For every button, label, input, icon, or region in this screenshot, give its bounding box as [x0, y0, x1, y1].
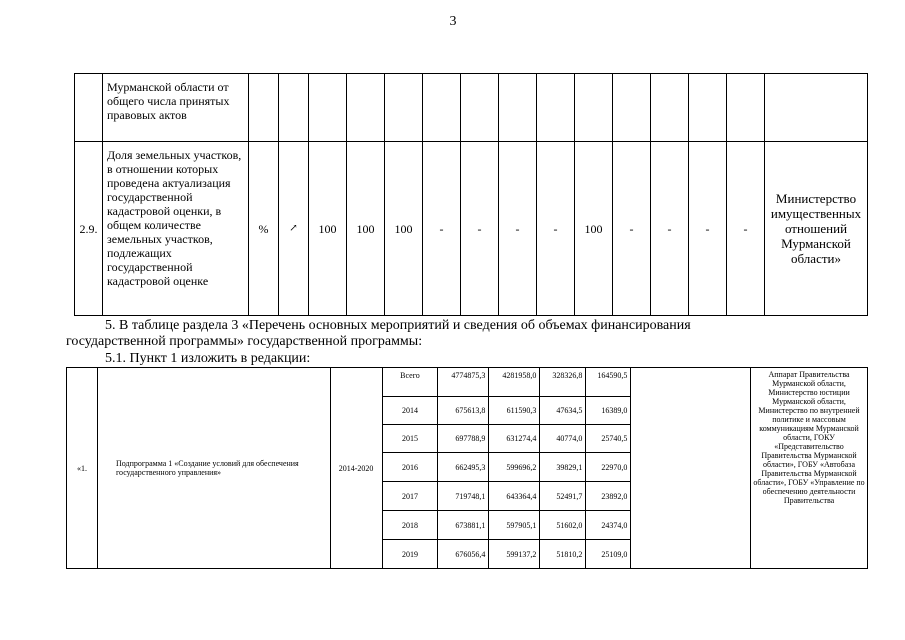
value-cell: 39829,1: [540, 453, 586, 482]
subprogram-name: Подпрограмма 1 «Создание условий для обеспечения государственного управления»: [97, 368, 330, 569]
value-cell: 164590,5: [586, 368, 631, 397]
value-cell: 100: [347, 142, 385, 316]
year-cell: 2015: [382, 425, 438, 453]
value-cell: 22970,0: [586, 453, 631, 482]
value-cell: 25109,0: [586, 540, 631, 569]
value-cell: 611590,3: [489, 397, 540, 425]
value-cell: -: [461, 142, 499, 316]
value-cell: 51602,0: [540, 511, 586, 540]
value-cell: 51810,2: [540, 540, 586, 569]
value-cell: 599137,2: [489, 540, 540, 569]
value-cell: -: [423, 142, 461, 316]
value-cell: 662495,3: [438, 453, 489, 482]
table-row: [75, 74, 868, 142]
page-number: 3: [449, 14, 457, 29]
value-cell: 719748,1: [438, 482, 489, 511]
value-cell: 40774,0: [540, 425, 586, 453]
year-cell: 2016: [382, 453, 438, 482]
value-cell: 631274,4: [489, 425, 540, 453]
row-number: 2.9.: [75, 142, 103, 316]
indicators-table: [74, 73, 868, 316]
paragraph-5-line1: 5. В таблице раздела 3 «Перечень основных мероприятий и сведения об объемах финансирования: [105, 318, 691, 333]
value-cell: 25740,5: [586, 425, 631, 453]
period: 2014-2020: [330, 368, 382, 569]
value-cell: 675613,8: [438, 397, 489, 425]
table-row: [67, 368, 868, 397]
value-cell: -: [613, 142, 651, 316]
year-cell: Всего: [382, 368, 438, 397]
indicator-name: Доля земельных участков, в отношении которых проведена актуализация государственной кадастровой оценки, в общем количестве земельных участков, подлежащих государственной кадастровой оценке: [103, 142, 249, 316]
value-cell: 100: [575, 142, 613, 316]
value-cell: 47634,5: [540, 397, 586, 425]
indicator-name: Мурманской области от общего числа принятых правовых актов: [103, 74, 249, 142]
value-cell: 52491,7: [540, 482, 586, 511]
value-cell: 673881,1: [438, 511, 489, 540]
financing-table: [66, 367, 868, 569]
value-cell: 597905,1: [489, 511, 540, 540]
value-cell: 676056,4: [438, 540, 489, 569]
value-cell: 599696,2: [489, 453, 540, 482]
value-cell: -: [727, 142, 765, 316]
year-cell: 2017: [382, 482, 438, 511]
responsible-cell: Министерство имущественных отношений Мурманской области»: [765, 142, 868, 316]
value-cell: 100: [309, 142, 347, 316]
value-cell: 16389,0: [586, 397, 631, 425]
value-cell: 23892,0: [586, 482, 631, 511]
value-cell: 4774875,3: [438, 368, 489, 397]
row-number: «1.: [67, 368, 98, 569]
year-cell: 2019: [382, 540, 438, 569]
value-cell: 4281958,0: [489, 368, 540, 397]
paragraph-5-1: 5.1. Пункт 1 изложить в редакции:: [105, 351, 311, 366]
table-row: [75, 142, 868, 316]
value-cell: -: [537, 142, 575, 316]
value-cell: 328326,8: [540, 368, 586, 397]
direction-mark: ↗: [279, 142, 309, 316]
value-cell: -: [689, 142, 727, 316]
value-cell: -: [651, 142, 689, 316]
value-cell: 643364,4: [489, 482, 540, 511]
value-cell: 697788,9: [438, 425, 489, 453]
value-cell: -: [499, 142, 537, 316]
value-cell: 24374,0: [586, 511, 631, 540]
responsible-cell: Аппарат Правительства Мурманской области, Министерство юстиции Мурманской области, Министерство по внутренней политике и массовым коммуникациям Мурманской области, ГОКУ «Представительство Правительства Мурманской области», ГОБУ «Автобаза Правительства Мурманской области», ГОБУ «Управление по обеспечению деятельности Правительства: [751, 368, 868, 569]
value-cell: 100: [385, 142, 423, 316]
year-cell: 2018: [382, 511, 438, 540]
year-cell: 2014: [382, 397, 438, 425]
paragraph-5-line2: государственной программы» государственной программы:: [66, 334, 423, 349]
unit: %: [249, 142, 279, 316]
